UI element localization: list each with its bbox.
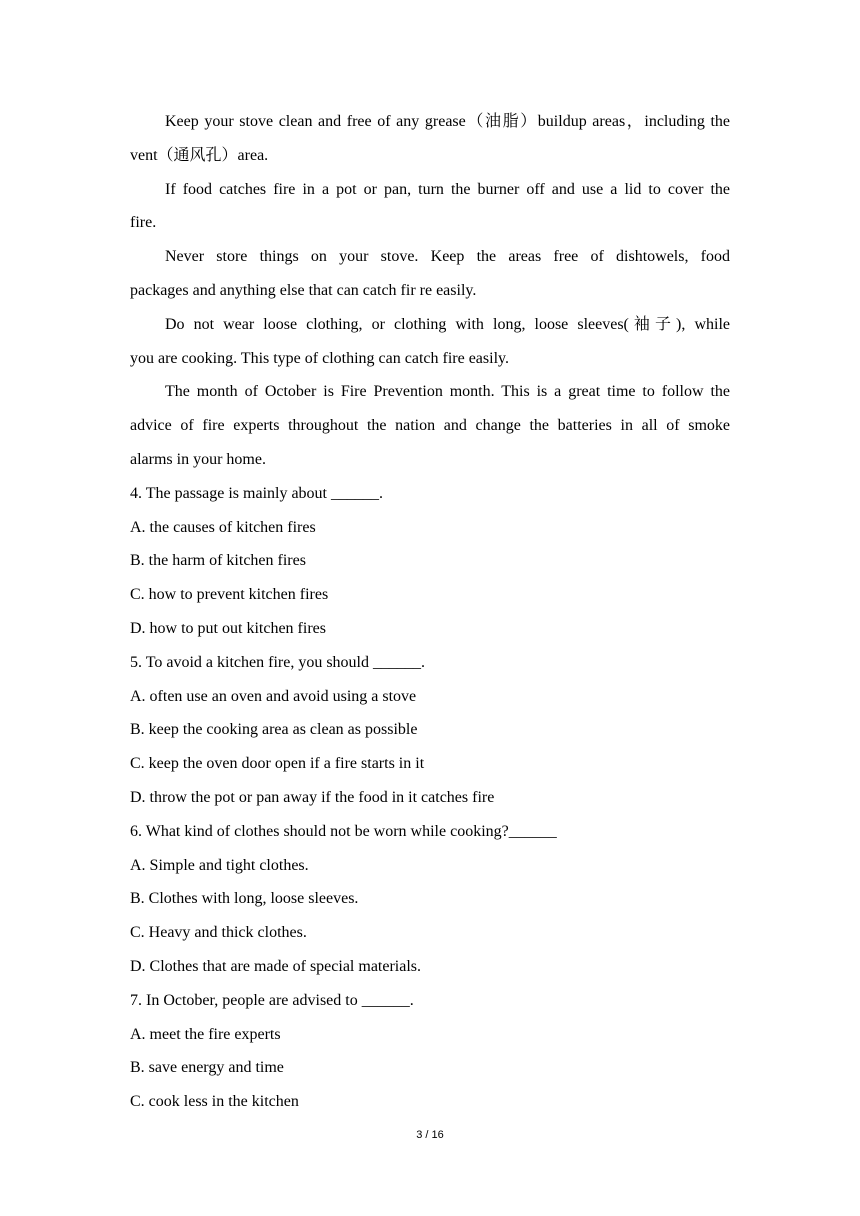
paragraph-line: If food catches fire in a pot or pan, turn the burner off and use a lid to cover the [165,180,730,198]
question-stem: 4. The passage is mainly about ______. [130,484,383,502]
paragraph-loose-clothing [130,308,730,376]
answer-option: B. keep the cooking area as clean as possible [130,721,418,739]
answer-option: C. keep the oven door open if a fire starts in it [130,755,425,773]
paragraph-line: Never store things on your stove. Keep the areas free of dishtowels, food [165,248,730,266]
paragraph-stove-clean [130,105,730,173]
page-number: 3 / 16 [416,1129,444,1141]
paragraph-line: vent（通风孔）area. [130,146,269,164]
answer-option: D. throw the pot or pan away if the food in it catches fire [130,788,495,806]
answer-option: A. Simple and tight clothes. [130,856,309,874]
answer-option: B. save energy and time [130,1059,284,1077]
answer-option: C. cook less in the kitchen [130,1093,299,1111]
paragraph-line: alarms in your home. [130,450,266,468]
answer-option: B. the harm of kitchen fires [130,552,306,570]
answer-option: A. meet the fire experts [130,1025,281,1043]
question-6 [130,815,730,984]
paragraph-line: fire. [130,214,157,232]
question-stem: 6. What kind of clothes should not be worn while cooking?______ [130,822,557,840]
paragraph-line: Keep your stove clean and free of any grease（油脂）buildup areas，including the [165,113,730,130]
paragraph-line: you are cooking. This type of clothing can catch fire easily. [130,349,509,367]
answer-option: C. how to prevent kitchen fires [130,586,329,604]
answer-option: B. Clothes with long, loose sleeves. [130,890,359,908]
paragraph-line: advice of fire experts throughout the nation and change the batteries in all of smoke [130,417,730,435]
question-7 [130,984,730,1119]
document-page [130,105,730,1119]
paragraph-october [130,375,730,476]
paragraph-food-fire [130,173,730,241]
answer-option: A. often use an oven and avoid using a stove [130,687,417,705]
answer-option: D. how to put out kitchen fires [130,619,326,637]
answer-option: A. the causes of kitchen fires [130,518,316,536]
answer-option: C. Heavy and thick clothes. [130,924,307,942]
paragraph-line: packages and anything else that can catch fir re easily. [130,281,477,299]
paragraph-line: The month of October is Fire Prevention month. This is a great time to follow the [165,383,730,401]
paragraph-line: Do not wear loose clothing, or clothing with long, loose sleeves(袖子), while [165,315,730,333]
question-5 [130,646,730,815]
question-stem: 5. To avoid a kitchen fire, you should ______. [130,653,425,671]
question-stem: 7. In October, people are advised to ______. [130,991,414,1009]
paragraph-never-store [130,240,730,308]
question-4 [130,477,730,646]
answer-option: D. Clothes that are made of special materials. [130,957,422,975]
